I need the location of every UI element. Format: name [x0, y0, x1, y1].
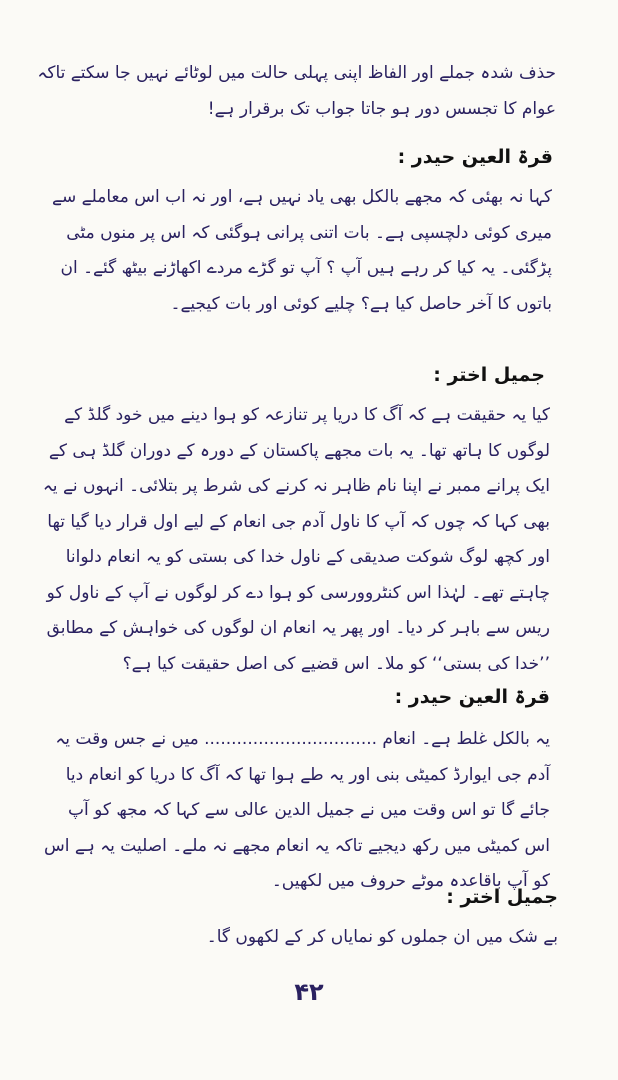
answer-paragraph: کہا نہ بھئی کہ مجھے بالکل بھی یاد نہیں ہے، اور نہ اب اس معاملے سے میری کوئی دلچسپی ہے۔ بات اتنی پرانی ہوگئی کہ اس پر منوں مٹی پڑگئی۔ یہ کیا کر رہے ہیں آپ ؟ آپ تو گڑے مردے اکھاڑنے بیٹھ گئے۔ ان باتوں کا آخر حاصل کیا ہے؟ چلیے کوئی اور بات کیجیے۔ [52, 187, 552, 314]
speaker-heading: جمیل اختر : [433, 364, 545, 386]
speaker-heading: قرۃ العین حیدر : [394, 686, 550, 708]
speaker-heading: جمیل اختر : [446, 886, 558, 908]
question-paragraph: کیا یہ حقیقت ہے کہ آگ کا دریا پر تنازعہ کو ہوا دینے میں خود گلڈ کے لوگوں کا ہاتھ تھا۔ یہ بات مجھے پاکستان کے دورہ کے دوران گلڈ ہی کے ایک پرانے ممبر نے اپنا نام ظاہر نہ کرنے کی شرط پر بتلائی۔ انہوں نے یہ بھی کہا کہ چوں کہ آپ کا ناول آدم جی انعام کے لیے اول قرار دیا گیا تھا اور کچھ لوگ شوکت صدیقی کے ناول خدا کی بستی کو یہ انعام دلوانا چاہتے تھے۔ لہٰذا اس کنٹروورسی کو ہوا دے کر لوگوں نے آپ کے ناول کو ریس سے باہر کر دیا۔ اور پھر یہ انعام ان لوگوں کی خواہش کے مطابق ’’خدا کی بستی‘‘ کو ملا۔ اس قضیے کی اصل حقیقت کیا ہے؟ [42, 405, 550, 674]
answer-paragraph: یہ بالکل غلط ہے۔ انعام ................................ میں نے جس وقت یہ آدم جی ایوارڈ کمیٹی بنی اور یہ طے ہوا تھا کہ آگ کا دریا کو انعام دیا جائے گا تو اس وقت میں نے جمیل الدین عالی سے کہا کہ مجھ کو آپ اس کمیٹی میں رکھ دیجیے تاکہ یہ انعام مجھے نہ ملے۔ اصلیت یہ ہے اس کو آپ باقاعدہ موٹے حروف میں لکھیں۔ [43, 729, 550, 891]
intro-paragraph: حذف شدہ جملے اور الفاظ اپنی پہلی حالت میں لوٹائے نہیں جا سکتے تاکہ عوام کا تجسس دور ہو جاتا جواب تک برقرار ہے! [37, 63, 556, 119]
speaker-heading: قرۃ العین حیدر : [397, 146, 553, 168]
answer-paragraph: بے شک میں ان جملوں کو نمایاں کر کے لکھوں گا۔ [206, 927, 558, 947]
page-number: ۴۲ [294, 978, 324, 1006]
